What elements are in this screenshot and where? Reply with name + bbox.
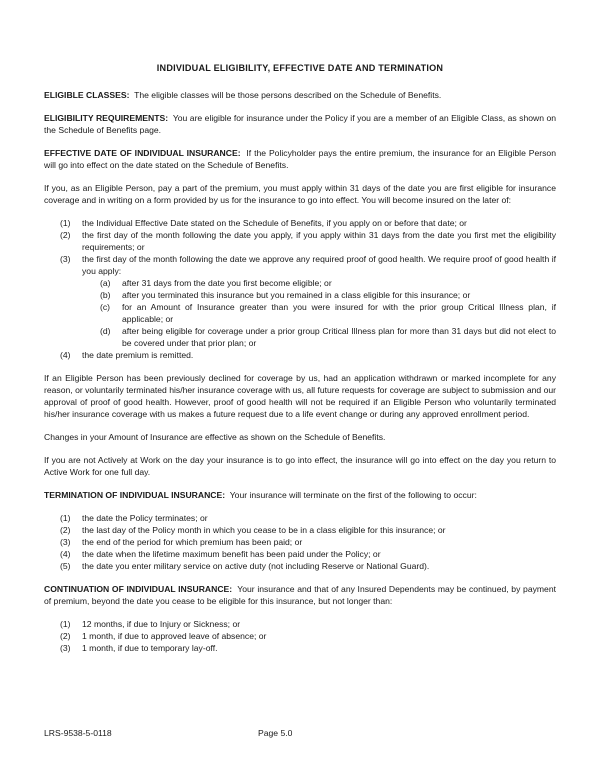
eligibility-requirements-body: You are eligible for insurance under the Policy if you are a member of an Eligible Class, as shown on the Schedule of Benefits page.	[44, 113, 557, 136]
list-item-text: for an Amount of Insurance greater than you were insured for with the prior group Critical Illness plan, if applicable; or	[122, 302, 556, 325]
continuation-list	[44, 618, 556, 654]
continuation-heading: CONTINUATION OF INDIVIDUAL INSURANCE:	[44, 584, 233, 595]
termination-heading: TERMINATION OF INDIVIDUAL INSURANCE:	[44, 490, 226, 501]
eligible-classes-body: The eligible classes will be those persons described on the Schedule of Benefits.	[134, 90, 442, 101]
list-marker: (a)	[100, 278, 111, 289]
list-item	[44, 548, 556, 560]
list-item	[44, 642, 556, 654]
list-item-text: 1 month, if due to approved leave of absence; or	[82, 631, 267, 642]
list-marker: (2)	[60, 525, 71, 536]
list-item	[44, 277, 556, 289]
section-eligibility-requirements	[44, 112, 556, 136]
list-item	[44, 618, 556, 630]
list-item-text: the first day of the month following the date you apply, if you apply within 31 days from the date you first met the eligibility requirements; or	[82, 230, 556, 253]
effective-date-list	[44, 217, 556, 361]
list-item-text: the date premium is remitted.	[82, 350, 194, 361]
declined-paragraph: If an Eligible Person has been previously declined for coverage by us, had an application withdrawn or marked incomplete for any reason, or voluntarily terminated his/her insurance coverage with us, all future requests for coverage are subject to submission and our approval of proof of good health. However, proof of good health will not be required if an Eligible Person who voluntarily terminated his/her insurance coverage with us makes a future request due to a life event change or during any approved enrollment period.	[44, 373, 556, 420]
section-eligible-classes	[44, 89, 556, 101]
list-item	[44, 217, 556, 229]
eligibility-requirements-heading: ELIGIBILITY REQUIREMENTS:	[44, 113, 169, 124]
list-item-text: 12 months, if due to Injury or Sickness; or	[82, 619, 241, 630]
list-marker: (1)	[60, 619, 71, 630]
list-marker: (3)	[60, 537, 71, 548]
list-item	[44, 512, 556, 524]
list-item	[44, 536, 556, 548]
changes-paragraph: Changes in your Amount of Insurance are effective as shown on the Schedule of Benefits.	[44, 432, 386, 443]
page-number: Page 5.0	[258, 728, 293, 738]
section-effective-date	[44, 147, 556, 171]
effective-date-body: If the Policyholder pays the entire premium, the insurance for an Eligible Person will go into effect on the date stated on the Schedule of Benefits.	[44, 148, 556, 171]
list-item-text: the last day of the Policy month in which you cease to be in a class eligible for this insurance; or	[82, 525, 446, 536]
list-item-text: after 31 days from the date you first become eligible; or	[122, 278, 332, 289]
list-item-text: the Individual Effective Date stated on the Schedule of Benefits, if you apply on or before that date; or	[82, 218, 467, 229]
list-item	[44, 325, 556, 349]
list-marker: (2)	[60, 230, 71, 241]
document-body	[44, 62, 556, 665]
apply-paragraph: If you, as an Eligible Person, pay a part of the premium, you must apply within 31 days of the date you are first eligible for insurance coverage and in writing on a form provided by us for the insurance to go into effect. You will become insured on the later of:	[44, 183, 556, 206]
list-item-text: the first day of the month following the date we approve any required proof of good health. We require proof of good health if you apply:	[82, 254, 556, 277]
list-item-text: the date when the lifetime maximum benefit has been paid under the Policy; or	[82, 549, 381, 560]
list-marker: (3)	[60, 254, 71, 265]
list-item	[44, 229, 556, 253]
list-item-text: the date you enter military service on active duty (not including Reserve or National Guard).	[82, 561, 430, 572]
list-item	[44, 560, 556, 572]
list-marker: (4)	[60, 549, 71, 560]
list-marker: (5)	[60, 561, 71, 572]
list-item	[44, 301, 556, 325]
continuation-body: Your insurance and that of any Insured Dependents may be continued, by payment of premium, beyond the date you cease to be eligible for this insurance, but not longer than:	[44, 584, 556, 607]
list-item-text: the end of the period for which premium has been paid; or	[82, 537, 303, 548]
section-continuation	[44, 583, 556, 607]
list-item-text: after being eligible for coverage under a prior group Critical Illness plan for more than 31 days but did not elect to be covered under that prior plan; or	[122, 326, 556, 349]
list-marker: (4)	[60, 350, 71, 361]
effective-date-sublist	[44, 277, 556, 349]
page-title: INDIVIDUAL ELIGIBILITY, EFFECTIVE DATE AND TERMINATION	[156, 63, 444, 73]
list-item-text: after you terminated this insurance but you remained in a class eligible for this insurance; or	[122, 290, 471, 301]
list-marker: (d)	[100, 326, 111, 337]
list-item-text: 1 month, if due to temporary lay-off.	[82, 643, 218, 654]
list-marker: (1)	[60, 218, 71, 229]
list-item	[44, 253, 556, 277]
list-marker: (1)	[60, 513, 71, 524]
form-number: LRS-9538-5-0118	[44, 728, 112, 738]
eligible-classes-heading: ELIGIBLE CLASSES:	[44, 90, 130, 101]
list-marker: (2)	[60, 631, 71, 642]
actively-at-work-paragraph: If you are not Actively at Work on the day your insurance is to go into effect, the insurance will go into effect on the day you return to Active Work for one full day.	[44, 455, 556, 478]
effective-date-heading: EFFECTIVE DATE OF INDIVIDUAL INSURANCE:	[44, 148, 241, 159]
list-item	[44, 524, 556, 536]
list-marker: (b)	[100, 290, 111, 301]
list-item-text: the date the Policy terminates; or	[82, 513, 208, 524]
section-termination	[44, 489, 556, 501]
termination-list	[44, 512, 556, 572]
termination-body: Your insurance will terminate on the first of the following to occur:	[229, 490, 477, 501]
list-marker: (3)	[60, 643, 71, 654]
list-item	[44, 630, 556, 642]
list-marker: (c)	[100, 302, 111, 313]
list-item	[44, 349, 556, 361]
list-item	[44, 289, 556, 301]
